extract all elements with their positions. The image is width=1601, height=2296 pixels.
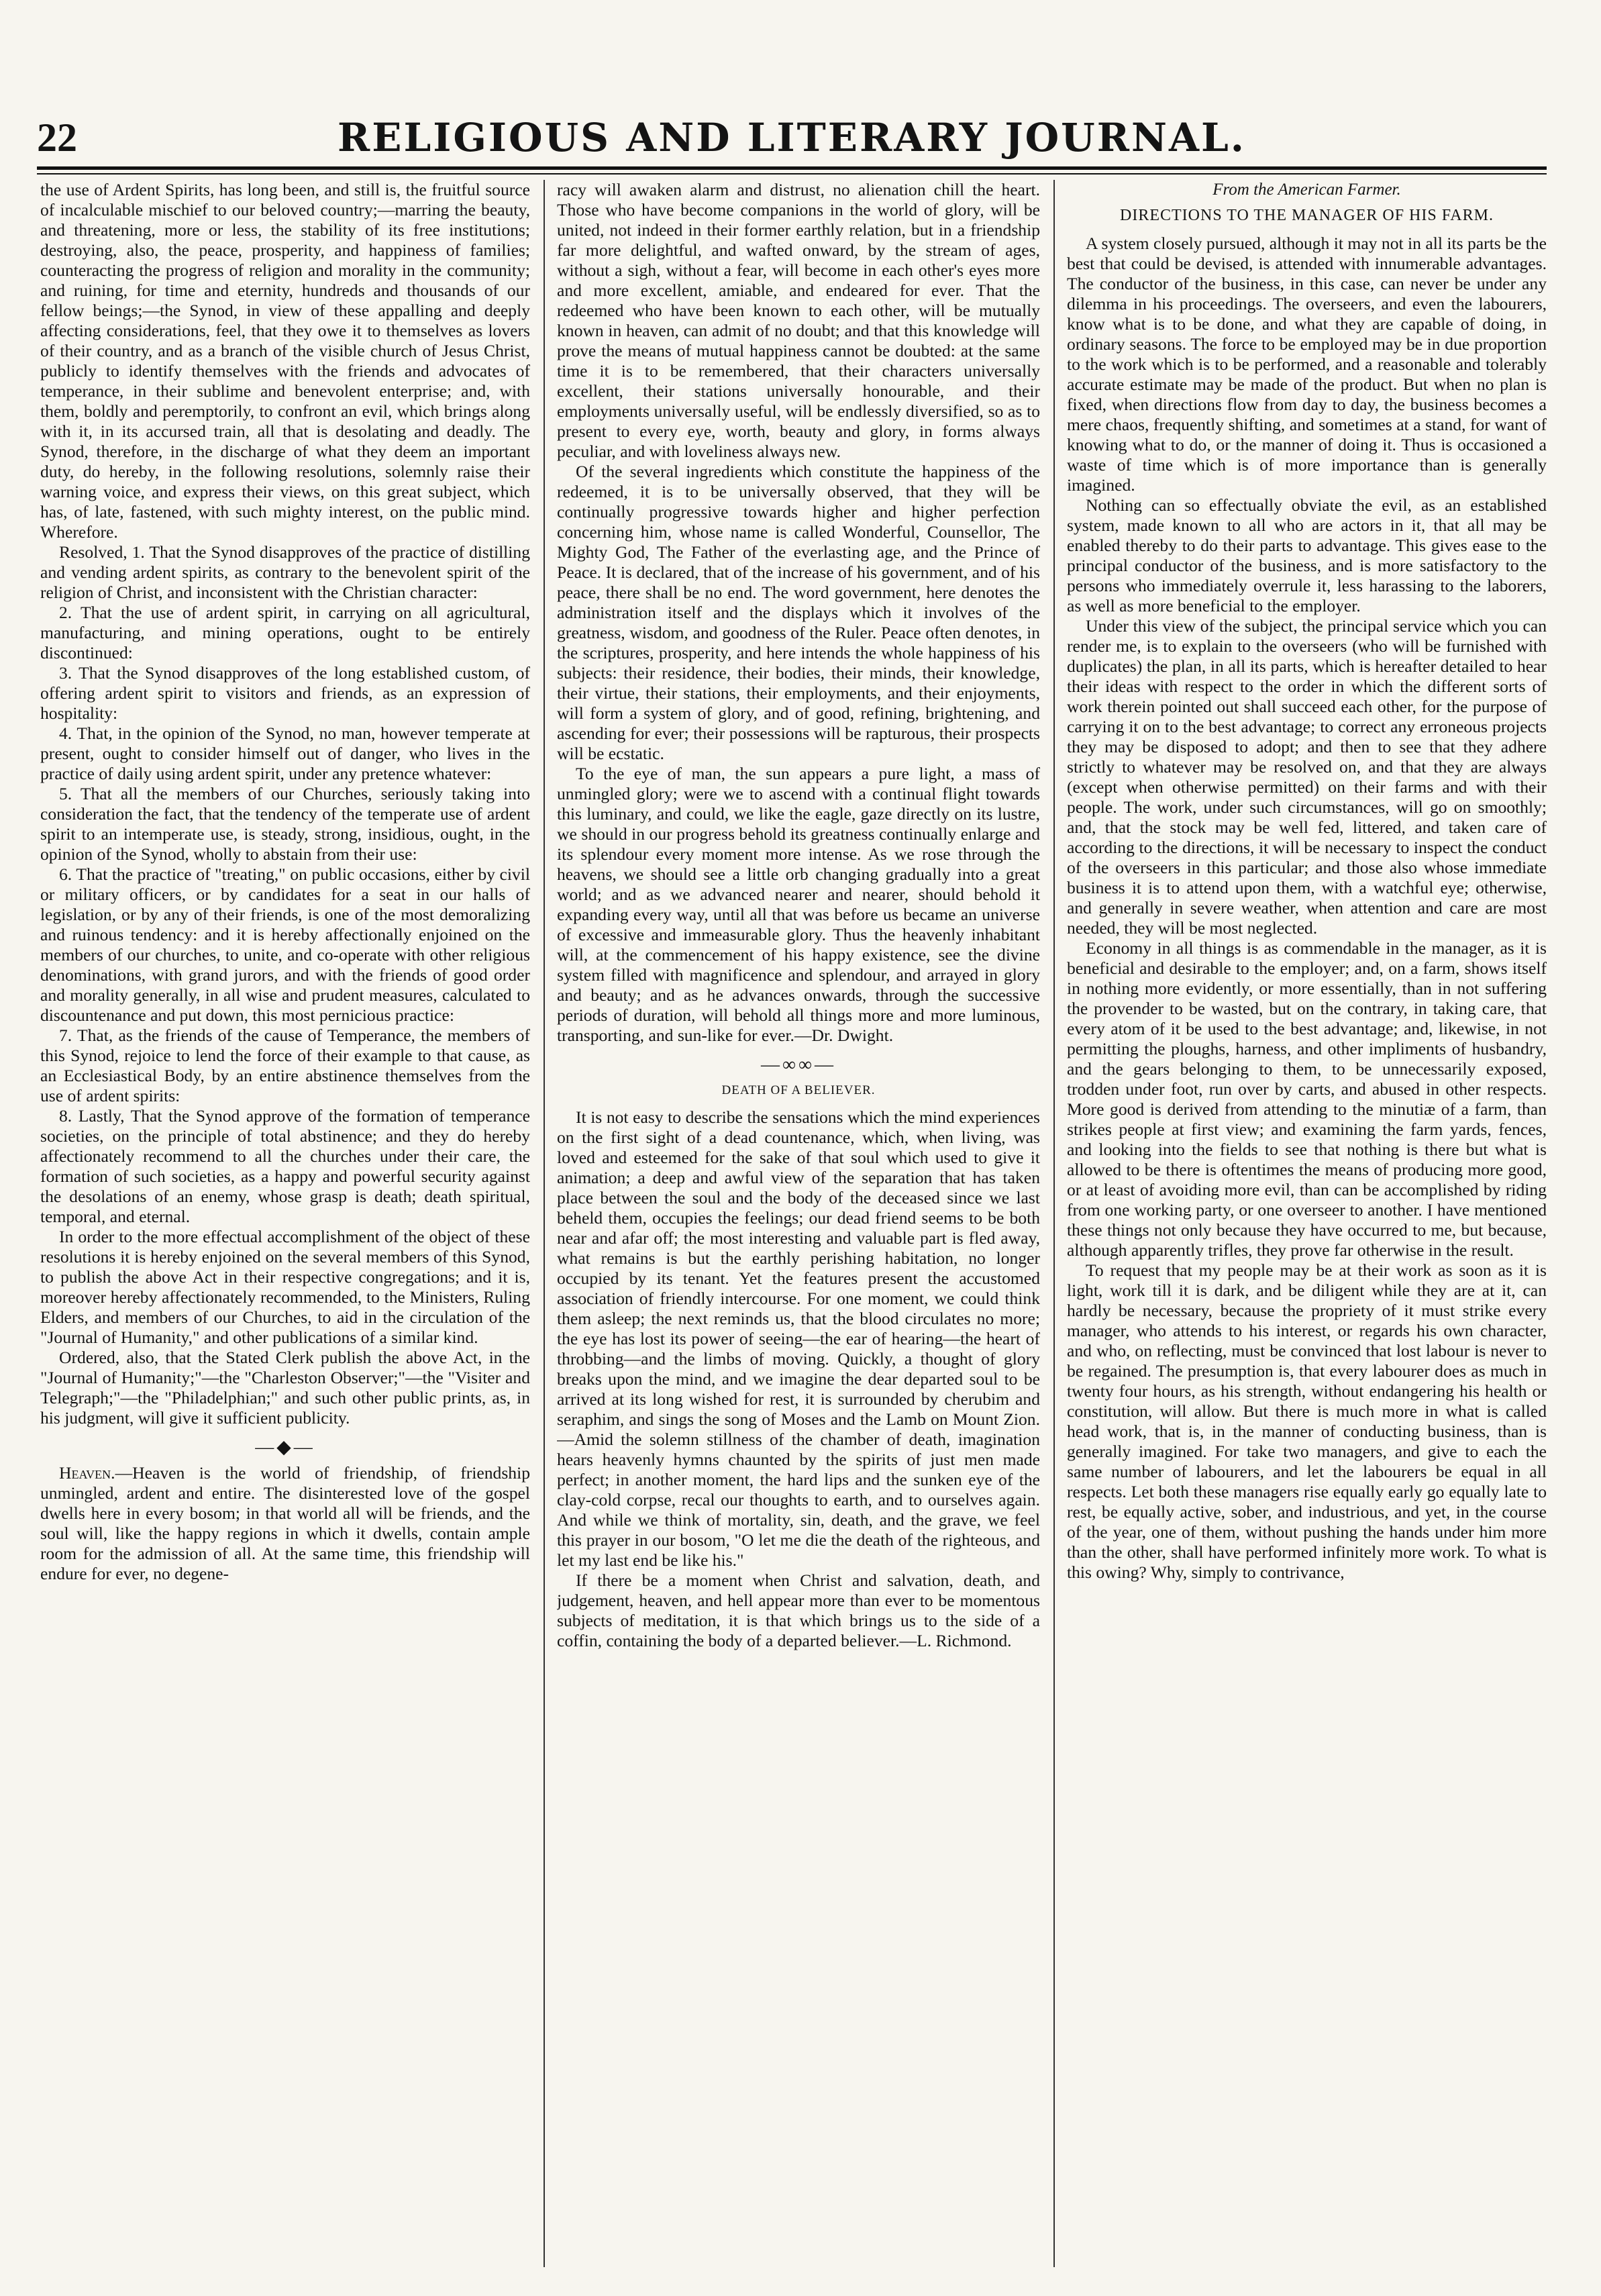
journal-title: RELIGIOUS AND LITERARY JOURNAL. — [338, 115, 1246, 160]
article-source: From the American Farmer. — [1212, 181, 1401, 199]
column-3 — [1067, 180, 1547, 2267]
paragraph: Nothing can so effectually obviate the evil, as an established system, made known to all who are actors in it, that all may be enabled thereby to do their parts to advantage. This gives ease to the principal conductor of the business, and is more satisfactory to the persons who immediately overrule it, less harassing to the laborers, as well as more beneficial to the employer. — [1067, 495, 1547, 615]
ornament-divider: —∞∞— — [761, 1054, 836, 1075]
article-heading: DEATH OF A BELIEVER. — [721, 1083, 876, 1097]
paragraph: Economy in all things is as commendable in the manager, as it is beneficial and desirable to the employer; and, on a farm, shows itself in nothing more evidently, or more essentially, than in not suffering the provender to be wasted, but on the contrary, in taking care, that every atom of it be used to the best advantage; and, likewise, in not permitting the ploughs, harness, and other impliments of husbandry, and the gears belonging to them, to be unnecessarily exposed, trodden under foot, run over by carts, and abused in other respects. More good is derived from attending to the minutiæ of a farm, than strikes people at first view; and examining the farm yards, fences, and looking into the fields to see that nothing is there but what is allowed to be there is oftentimes the means of producing more good, or at least of avoiding more evil, than can be accomplished by riding from one working party, or one overseer to another. I have mentioned these things not only because they have occurred to me, but because, although apparently trifles, they prove far otherwise in the result. — [1067, 938, 1547, 1260]
page-header — [37, 114, 1547, 161]
resolution-8: 8. Lastly, That the Synod approve of the formation of temperance societies, on the principle of total abstinence; and they do hereby affectionately recommend to all the churches under their care, the formation of such societies, as a happy and powerful security against the desolations of an enemy, whose grasp is death; death spiritual, temporal, and eternal. — [40, 1106, 530, 1226]
resolution-6: 6. That the practice of "treating," on public occasions, either by civil or military officers, or by candidates for a seat in our halls of legislation, or by any of their friends, is one of the most demoralizing and ruinous tendency: and it is hereby affectionally enjoined on the members of our churches, to unite, and co-operate with other religious denominations, with grand jurors, and with the friends of good order and morality generally, in all wise and prudent measures, calculated to discountenance and put down, this most pernicious practice: — [40, 864, 530, 1025]
paragraph: the use of Ardent Spirits, has long been, and still is, the fruitful source of incalculable mischief to our beloved country;—marring the beauty, and threatening, more or less, the stability of its free institutions; destroying, also, the peace, prosperity, and happiness of families; counteracting the progress of religion and morality in the community; and ruining, for time and eternity, hundreds and thousands of our fellow beings;—the Synod, in view of these appalling and deeply affecting considerations, feel, that they owe it to themselves as lovers of their country, and as a branch of the visible church of Jesus Christ, publicly to identify themselves with the friends and advocates of temperance, in their sublime and benevolent enterprise; and, with them, boldly and peremptorily, to confront an evil, which brings along with it, in its accursed train, all that is desolating and deadly. The Synod, therefore, in the discharge of what they deem an important duty, do hereby, in the following resolutions, solemnly raise their warning voice, and express their views, on this great subject, which has, of late, fastened, with such mighty interest, on the public mind. Wherefore. — [40, 180, 530, 542]
column-1 — [40, 180, 530, 2267]
paragraph: It is not easy to describe the sensations which the mind experiences on the first sight of a dead countenance, which, when living, was loved and esteemed for the sake of that soul which used to give it animation; a deep and awful view of the separation that has taken place between the soul and the body of the deceased since we last beheld them, occupies the feelings; our dead friend seems to be both near and afar off; the most interesting and valuable part is fled away, what remains is but the earthly perishing habitation, no longer occupied by its tenant. Yet the features present the accustomed association of friendly intercourse. For one moment, we could think them asleep; the next reminds us, that the blood circulates no more; the eye has lost its power of seeing—the ear of hearing—the heart of throbbing—and the limbs of moving. Quickly, a thought of glory breaks upon the mind, and we imagine the dear departed soul to be arrived at its long wished for rest, it is surrounded by cherubim and seraphim, and sings the song of Moses and the Lamb on Mount Zion.—Amid the solemn stillness of the chamber of death, imagination hears heavenly hymns chaunted by the spirits of just men made perfect; in another moment, the hard lips and the sunken eye of the clay-cold corpse, recal our thoughts to earth, and to ourselves again. And while we think of mortality, sin, death, and the grave, we feel this prayer in our bosom, "O let me die the death of the righteous, and let my last end be like his." — [557, 1107, 1040, 1570]
column-2 — [557, 180, 1040, 2267]
ornament-divider: —◆— — [255, 1437, 315, 1458]
resolution-1: Resolved, 1. That the Synod disapproves of the practice of distilling and vending ardent spirits, as contrary to the benevolent spirit of the religion of Christ, and inconsistent with the Christian character: — [40, 542, 530, 602]
resolution-5: 5. That all the members of our Churches, seriously taking into consideration the fact, that the tendency of the temperate use of ardent spirit to an intemperate use, is steady, strong, insidious, ought, in the opinion of the Synod, wholly to abstain from their use: — [40, 784, 530, 864]
header-rule-thin — [37, 173, 1547, 174]
page-number: 22 — [37, 115, 77, 160]
paragraph: To request that my people may be at their work as soon as it is light, work till it is dark, and be diligent while they are at it, can hardly be necessary, because the propriety of it must strike every manager, who attends to his interest, or regards his own character, and who, on reflecting, must be convinced that lost labour is never to be regained. The presumption is, that every labourer does as much in twenty four hours, as his strength, without endangering his health or constitution, will allow. But there is much more in what is called head work, that is, in the manner of conducting business, than is generally imagined. For take two managers, and give to each the same number of labourers, and let the labourers be equal in all respects. Let both these managers rise equally early go equally late to rest, be equally active, sober, and industrious, and yet, in the course of the year, one of them, without pushing the hands under him more than the other, shall have performed infinitely more work. To what is this owing? Why, simply to contrivance, — [1067, 1260, 1547, 1582]
paragraph: Under this view of the subject, the principal service which you can render me, is to explain to the overseers (who will be furnished with duplicates) the plan, in all its parts, which is hereafter detailed to hear their ideas with respect to the order in which the different sorts of work therein pointed out shall succeed each other, for the purpose of carrying it on to the best advantage; to correct any erroneous projects they may be disposed to adopt; and then to see that they adhere strictly to whatever may be resolved on, and that they are always (except when otherwise permitted) on their farms and with their people. The work, under such circumstances, will go on smoothly; and, that the stock may be well fed, littered, and taken care of according to the directions, it will be necessary to inspect the conduct of the overseers in this particular; and those also whose immediate business it is to attend upon them, with a watchful eye; otherwise, and generally in severe weather, when attention and care are most needed, they will be most neglected. — [1067, 616, 1547, 938]
column-divider-1 — [544, 180, 545, 2267]
paragraph: To the eye of man, the sun appears a pure light, a mass of unmingled glory; were we to ascend with a continual flight towards this luminary, and could, we like the eagle, gaze directly on its lustre, we should in our progress behold its greatness continually enlarge and its splendour every moment more intense. As we rose through the heavens, we should see a little orb changing gradually into a great world; and as we advanced nearer and nearer, should behold it expanding every way, until all that was before us became an universe of excessive and immeasurable glory. Thus the heavenly inhabitant will, at the commencement of his happy existence, see the divine system filled with magnificence and splendour, and arrayed in glory and beauty; and as he advances onwards, through the successive periods of duration, will behold all things more and more luminous, transporting, and sun-like for ever.—Dr. Dwight. — [557, 764, 1040, 1045]
paragraph: A system closely pursued, although it may not in all its parts be the best that could be devised, is attended with innumerable advantages. The conductor of the business, in this case, can never be under any dilemma in his proceedings. The overseers, and even the labourers, know what is to be done, and what they are capable of doing, in ordinary seasons. The force to be employed may be in due proportion to the work which is to be performed, and a reasonable and tolerably accurate estimate may be made of the product. But when no plan is fixed, when directions flow from day to day, the business becomes a mere chaos, frequently shifting, and sometimes at a stand, for want of knowing what to do, or the manner of doing it. Thus is occasioned a waste of time which is of more importance than is generally imagined. — [1067, 234, 1547, 495]
heaven-text: —Heaven is the world of friendship, of friendship unmingled, ardent and entire. The disinterested love of the gospel dwells here in every bosom; in that world all will be friends, and the soul will, like the happy regions in which it dwells, contain ample room for the admission of all. At the same time, this friendship will endure for ever, no degene- — [40, 1463, 530, 1583]
paragraph: Of the several ingredients which constitute the happiness of the redeemed, it is to be universally observed, that they will be continually progressive towards higher and higher perfection concerning him, whose name is called Wonderful, Counsellor, The Mighty God, The Father of the everlasting age, and the Prince of Peace. It is declared, that of the increase of his government, and of his peace, there shall be no end. The word government, here denotes the administration itself and the displays which it involves of the greatness, wisdom, and goodness of the Ruler. Peace often denotes, in the scriptures, prosperity, and here intends the whole happiness of his subjects: their residence, their bodies, their minds, their knowledge, their virtue, their stations, their employments, and their enjoyments, will form a system of glory, and of good, refining, brightening, and ascending for ever; their possessions will be rapturous, their prospects will be ecstatic. — [557, 462, 1040, 763]
article-heading: DIRECTIONS TO THE MANAGER OF HIS FARM. — [1120, 207, 1494, 224]
resolution-4: 4. That, in the opinion of the Synod, no man, however temperate at present, ought to consider himself out of danger, who lives in the practice of daily using ardent spirit, under any pretence whatever: — [40, 723, 530, 783]
header-rule-thick — [37, 166, 1547, 170]
resolution-7: 7. That, as the friends of the cause of Temperance, the members of this Synod, rejoice to lend the force of their example to that cause, as an Ecclesiastical Body, by an entire abstinence themselves from the use of ardent spirits: — [40, 1026, 530, 1105]
paragraph: Ordered, also, that the Stated Clerk publish the above Act, in the "Journal of Humanity;"—the "Charleston Observer;"—the "Visiter and Telegraph;"—the "Philadelphian;" and such other public prints, as, in his judgment, will give it sufficient publicity. — [40, 1348, 530, 1428]
heaven-heading: Heaven. — [59, 1463, 115, 1483]
paragraph: racy will awaken alarm and distrust, no alienation chill the heart. Those who have become companions in the world of glory, will be united, not indeed in their former earthly relation, but in a friendship far more delightful, and wafted onward, by the stream of ages, without a sigh, without a fear, will become in each other's eyes more and more excellent, amiable, and endeared for ever. That the redeemed who have been known to each other, will be mutually known in heaven, can admit of no doubt; and that this knowledge will prove the means of mutual happiness cannot be doubted: at the same time it is to be remembered, that their characters universally excellent, their stations universally honourable, and their employments universally useful, will be endlessly diversified, so as to present to every eye, worth, beauty and glory, in forms always peculiar, and with loveliness always new. — [557, 180, 1040, 461]
paragraph: In order to the more effectual accomplishment of the object of these resolutions it is hereby enjoined on the several members of this Synod, to publish the above Act in their respective congregations; and it is, moreover hereby affectionately recommended, to the Ministers, Ruling Elders, and members of our Churches, to aid in the circulation of the "Journal of Humanity," and other publications of a similar kind. — [40, 1227, 530, 1347]
resolution-2: 2. That the use of ardent spirit, in carrying on all agricultural, manufacturing, and mining operations, ought to be entirely discontinued: — [40, 603, 530, 662]
resolution-3: 3. That the Synod disapproves of the long established custom, of offering ardent spirit to visitors and friends, as an expression of hospitality: — [40, 663, 530, 723]
paragraph: If there be a moment when Christ and salvation, death, and judgement, heaven, and hell appear more than ever to be momentous subjects of meditation, it is that which brings us to the side of a coffin, containing the body of a departed believer.—L. Richmond. — [557, 1570, 1040, 1650]
column-divider-2 — [1053, 180, 1055, 2267]
heaven-article — [40, 1463, 530, 1584]
